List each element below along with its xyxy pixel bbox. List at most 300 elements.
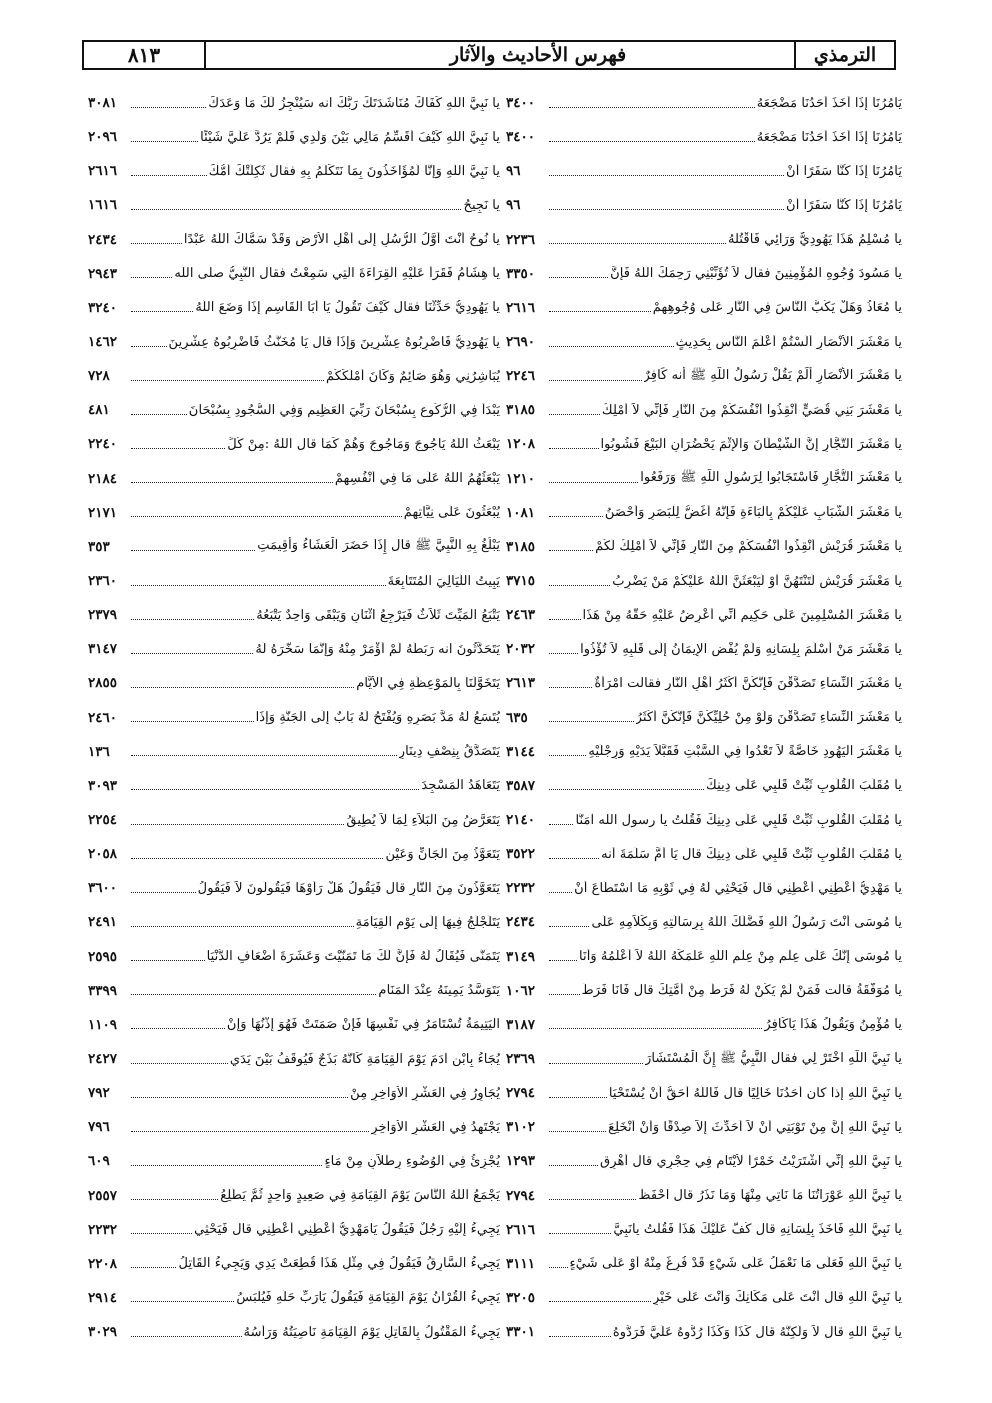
- hadith-text: يا يَهُودِيُّ فَاضْرِبُوهُ عِشْرِينَ وَإِذَا قال يَا مُخَنَّثُ فَاضْرِبُوهُ عِشْرِينَ: [168, 334, 500, 350]
- hadith-text: يَأْمُرُنَا إِذَا كُنَّا سَفَرًا أَنْ: [786, 163, 902, 179]
- hadith-number: ٢٠٩٦: [88, 129, 118, 146]
- hadith-number: ٢٤٦٠: [88, 709, 118, 726]
- dot-leader: [131, 277, 172, 278]
- index-entry: [506, 223, 902, 257]
- hadith-number: ٢٠٥٨: [88, 846, 118, 863]
- hadith-text: يَتَلَجْلَجُ فِيهَا إِلَى يَوْمِ الْقِيَامَةِ: [355, 914, 500, 930]
- hadith-number: ٢٦١٦: [506, 299, 536, 316]
- dot-leader: [549, 653, 578, 654]
- hadith-text: يُبَاشِرُنِي وَهُوَ صَائِمٌ وَكَانَ أَمْلَكَكُمْ: [325, 368, 500, 384]
- dot-leader: [131, 721, 254, 722]
- index-entry: [506, 462, 902, 496]
- dot-leader: [131, 175, 207, 176]
- index-entry: [88, 701, 500, 735]
- hadith-text: يا مَعْشَرَ النِّسَاءِ تَصَدَّقْنَ فَإِنَّكُنَّ أَكْثَرُ أَهْلِ النَّارِ فقالت امْرَأَةٌ: [594, 675, 902, 691]
- hadith-number: ٢٠٣٢: [506, 641, 536, 658]
- index-entry: [506, 325, 902, 359]
- dot-leader: [549, 858, 599, 859]
- dot-leader: [131, 1097, 348, 1098]
- dot-leader: [549, 1301, 651, 1302]
- hadith-number: ٢٢٤٠: [88, 436, 118, 453]
- hadith-number: ١٠٦٢: [506, 982, 536, 999]
- hadith-number: ٢٩٤٣: [88, 265, 118, 282]
- hadith-number: ٢٢٣٢: [506, 880, 536, 897]
- hadith-text: يُجَاءُ بِابْنِ آدَمَ يَوْمَ الْقِيَامَةِ كَأَنَّهُ بَذَجٌ فَيُوقَفُ بَيْنَ يَدَيِ: [229, 1051, 500, 1067]
- hadith-number: ٢٦١٣: [506, 675, 536, 692]
- index-entry: [506, 1213, 902, 1247]
- hadith-text: يا مَعْشَرَ الشَّبَابِ عَلَيْكُمْ بِالْبَاءَةِ فَإِنَّهُ أَغَضُّ لِلْبَصَرِ وَأَحْصَنُ: [604, 505, 902, 521]
- index-entry: [88, 1179, 500, 1213]
- hadith-text: يَتَعَوَّذُونَ مِنَ النَّارِ قال فَيَقُولُ هَلْ رَأَوْهَا فَيَقُولُونَ لاَ فَيَقُولُ: [197, 880, 500, 896]
- index-entry: [506, 701, 902, 735]
- dot-leader: [549, 1165, 598, 1166]
- hadith-number: ٣١٤٧: [88, 641, 118, 658]
- index-entry: [506, 1110, 902, 1144]
- dot-leader: [131, 209, 461, 210]
- hadith-number: ٣١١١: [506, 1255, 536, 1272]
- dot-leader: [131, 448, 225, 449]
- hadith-number: ٢٤٦٣: [506, 607, 536, 624]
- hadith-number: ٣٣٠١: [506, 1324, 536, 1341]
- hadith-number: ٣٢٠٥: [506, 1289, 536, 1306]
- hadith-number: ٢٣٦٠: [88, 573, 118, 590]
- dot-leader: [131, 141, 198, 142]
- hadith-text: يا نَبِيَّ اللَّهِ فَعَلَى مَا نَعْمَلُ عَلَى شَيْءٍ قَدْ فُرِغَ مِنْهُ أَوْ عَلَى شَيْءٍ: [569, 1256, 902, 1272]
- index-entry: [506, 1247, 902, 1281]
- hadith-number: ٢٤٩١: [88, 914, 118, 931]
- hadith-text: يا مُسْلِمُ هَذَا يَهُودِيٌّ وَرَائِي فَاقْتُلْهُ: [727, 232, 902, 248]
- dot-leader: [549, 243, 726, 244]
- index-entry: [506, 1144, 902, 1178]
- header-divider: [794, 42, 796, 68]
- index-entry: [506, 359, 902, 393]
- hadith-text: يا نُوحُ أَنْتَ أَوَّلُ الرُّسُلِ إِلَى أَهْلِ الأَرْضِ وَقَدْ سَمَّاكَ اللَّهُ عَبْدًا: [183, 232, 500, 248]
- hadith-text: يا مَعْشَرَ التُّجَّارِ فَاسْتَجَابُوا لِرَسُولِ اللَّهِ ﷺ وَرَفَعُوا: [640, 470, 902, 486]
- hadith-text: يَأْمُرُنَا إِذَا أَخَذَ أَحَدُنَا مَضْجَعَهُ: [756, 129, 902, 145]
- hadith-text: يَبِيتُ اللَّيَالِيَ الْمُتَتَابِعَةَ: [387, 573, 500, 589]
- hadith-text: يَبْعَثُهُمُ اللَّهُ عَلَى مَا فِي أَنْفُسِهِمْ: [334, 471, 500, 487]
- hadith-text: يَتَعَرَّضُ مِنَ الْبَلاَءِ لِمَا لاَ يُطِيقُ: [346, 812, 500, 828]
- dot-leader: [131, 1233, 192, 1234]
- dot-leader: [131, 1131, 369, 1132]
- hadith-text: يا مُقَلِّبَ الْقُلُوبِ ثَبِّتْ قَلْبِي عَلَى دِينِكَ قال يَا أُمَّ سَلَمَةَ أنه: [601, 846, 902, 862]
- hadith-text: يُبْعَثُونَ عَلَى نِيَّاتِهِمْ: [403, 505, 500, 521]
- dot-leader: [131, 1028, 225, 1029]
- hadith-text: يَتْبَعُ الْمَيِّتَ ثَلاَثٌ فَيَرْجِعُ اثْنَانِ وَيَبْقَى وَاحِدٌ يَتْبَعُهُ: [256, 607, 500, 623]
- hadith-text: يا نَبِيَّ اللَّهِ إذا كان أَحَدُنَا خَالِيًا قال فَاللَّهُ أَحَقُّ أَنْ يُسْتَحْيَا: [608, 1085, 902, 1101]
- index-entry: [506, 496, 902, 530]
- hadith-text: يا مَسُودَ وُجُوهِ الْمُؤْمِنِينَ فقال لاَ تُؤَنِّبْنِي رَحِمَكَ اللَّهُ فَإِنَّ: [610, 266, 902, 282]
- hadith-number: ٢٤٢٧: [88, 1051, 118, 1067]
- dot-leader: [131, 482, 333, 483]
- dot-leader: [549, 550, 593, 551]
- index-entry: [88, 1315, 500, 1349]
- hadith-text: يا مُوَفَّقَةُ قالت فَمَنْ لَمْ يَكُنْ لَهُ فَرَطٌ مِنْ أُمَّتِكَ قال فَأَنَا فَرَطُ: [581, 983, 902, 999]
- index-entry: [506, 1315, 902, 1349]
- hadith-text: يا مُقَلِّبَ الْقُلُوبِ ثَبِّتْ قَلْبِي عَلَى دِينِكَ فَقُلْتُ يا رسول الله آمَنَّا: [575, 812, 902, 828]
- dot-leader: [549, 482, 638, 483]
- hadith-text: يُجْزِئُ فِي الْوُضُوءِ رِطْلاَنِ مِنْ مَاءٍ: [324, 1153, 500, 1169]
- index-entry: [506, 598, 902, 632]
- index-entry: [88, 1110, 500, 1144]
- hadith-text: يا مَعْشَرَ قُرَيْشٍ أَنْقِذُوا أَنْفُسَكُمْ مِنَ النَّارِ فَإِنِّي لاَ أَمْلِكُ لَكُمْ: [595, 539, 902, 555]
- hadith-text: يُجَاوِرُ فِي الْعَشْرِ الأَوَاخِرِ مِنْ: [350, 1085, 500, 1101]
- hadith-number: ٢٥٩٥: [88, 948, 118, 965]
- dot-leader: [549, 1267, 568, 1268]
- hadith-number: ٣١٤٩: [506, 948, 536, 965]
- dot-leader: [131, 892, 196, 893]
- hadith-text: يا مَعْشَرَ الْمُسْلِمِينَ عَلَى حَكِيمٍ أَنِّي أَعْرِضُ عَلَيْهِ حَقَّهُ مِنْ هَذَا: [582, 607, 902, 623]
- dot-leader: [549, 141, 755, 142]
- hadith-number: ١٢١٠: [506, 470, 536, 487]
- hadith-number: ٢٢٣٦: [506, 231, 536, 248]
- index-entry: [88, 1247, 500, 1281]
- hadith-number: ٣١٠٢: [506, 1119, 536, 1136]
- hadith-number: ١١٠٩: [88, 1016, 118, 1033]
- index-entry: [88, 803, 500, 837]
- index-entry: [506, 154, 902, 188]
- index-entry: [88, 905, 500, 939]
- index-entry: [506, 1281, 902, 1315]
- index-entry: [88, 1213, 500, 1247]
- hadith-number: ٣٠٨١: [88, 95, 118, 112]
- hadith-number: ٧٢٨: [88, 368, 110, 385]
- index-entry: [88, 154, 500, 188]
- index-entry: [88, 86, 500, 120]
- hadith-text: يَتَعَاهَدُ الْمَسْجِدَ: [421, 778, 500, 794]
- index-entry: [88, 359, 500, 393]
- dot-leader: [549, 892, 572, 893]
- hadith-number: ٢١٧١: [88, 504, 118, 521]
- index-entry: [88, 1144, 500, 1178]
- index-entry: [506, 1179, 902, 1213]
- hadith-number: ٢١٤٠: [506, 812, 536, 829]
- index-entry: [506, 257, 902, 291]
- hadith-text: يا نَبِيَّ اللَّهِ كَفَاكَ مُنَاشَدَتَكَ رَبَّكَ انه سَيُنْجِزُ لَكَ مَا وَعَدَكَ: [208, 95, 500, 111]
- index-entry: [88, 666, 500, 700]
- dot-leader: [549, 380, 642, 381]
- index-entry: [506, 564, 902, 598]
- hadith-number: ٢٨٥٥: [88, 675, 118, 692]
- hadith-text: يا مَعْشَرَ التُّجَّارِ إِنَّ الشَّيْطَانَ وَالإِثْمَ يَحْضُرَانِ الْبَيْعَ فَشُوبُوا: [600, 436, 902, 452]
- index-entry: [506, 666, 902, 700]
- dot-leader: [131, 516, 402, 517]
- dot-leader: [549, 277, 608, 278]
- hadith-text: يا مَعْشَرَ النِّسَاءِ تَصَدَّقْنَ وَلَوْ مِنْ حُلِيِّكُنَّ فَإِنَّكُنَّ أَكْثَرُ: [635, 710, 902, 726]
- hadith-text: يا مُقَلِّبَ الْقُلُوبِ ثَبِّتْ قَلْبِي عَلَى دِينِكَ: [706, 778, 902, 794]
- hadith-text: يا نَجِيحُ: [463, 197, 500, 213]
- hadith-text: يَجِيءُ الْمَقْتُولُ بِالْقَاتِلِ يَوْمَ الْقِيَامَةِ نَاصِيَتُهُ وَرَأْسُهُ: [243, 1324, 500, 1340]
- dot-leader: [131, 653, 253, 654]
- dot-leader: [131, 960, 205, 961]
- hadith-number: ٩٦: [506, 163, 521, 180]
- hadith-text: يا مَعْشَرَ مَنْ أَسْلَمَ بِلِسَانِهِ وَلَمْ يُفْضِ الإِيمَانُ إِلَى قَلْبِهِ لاَ تُؤْذُوا: [580, 641, 902, 657]
- index-entry: [88, 496, 500, 530]
- index-entry: [506, 1008, 902, 1042]
- index-entry: [506, 871, 902, 905]
- hadith-text: يَتَعَوَّذُ مِنَ الْجَانِّ وَعَيْنِ: [385, 846, 500, 862]
- hadith-text: يَتَخَوَّلُنَا بِالْمَوْعِظَةِ فِي الأَيَّامِ: [356, 675, 500, 691]
- dot-leader: [549, 1028, 762, 1029]
- hadith-number: ٤٨١: [88, 402, 110, 419]
- hadith-text: يا نَبِيَّ اللَّهِ قال لاَ وَلَكِنَّهُ قال كَذَا وَكَذَا رُدُّوهُ عَلَيَّ فَرَدُّوهُ: [612, 1324, 902, 1340]
- dot-leader: [549, 960, 577, 961]
- dot-leader: [549, 789, 704, 790]
- hadith-text: يَأْمُرُنَا إِذَا أَخَذَ أَحَدُنَا مَضْجَعَهُ: [756, 95, 902, 111]
- index-entry: [506, 803, 902, 837]
- index-entry: [506, 393, 902, 427]
- index-entry: [506, 632, 902, 666]
- index-entry: [506, 427, 902, 461]
- index-entry: [506, 1076, 902, 1110]
- index-entry: [506, 291, 902, 325]
- dot-leader: [549, 1131, 606, 1132]
- hadith-number: ٢٢٤٦: [506, 368, 536, 385]
- hadith-number: ١٦١٦: [88, 197, 118, 214]
- hadith-text: يَبْلُغُ بِهِ النَّبِيَّ ﷺ قال إِذَا حَضَرَ الْعَشَاءُ وَأُقِيمَتِ: [257, 538, 500, 554]
- dot-leader: [549, 1063, 643, 1064]
- dot-leader: [131, 1301, 234, 1302]
- book-name: الترمذي: [813, 44, 877, 66]
- dot-leader: [549, 1199, 636, 1200]
- dot-leader: [131, 858, 383, 859]
- dot-leader: [131, 243, 182, 244]
- hadith-number: ١٢٠٨: [506, 436, 536, 453]
- hadith-text: يا مَهْدِيُّ أَعْطِنِي أَعْطِنِي قال فَيَحْثِي لَهُ فِي ثَوْبِهِ مَا اسْتَطَاعَ أَنْ: [574, 880, 902, 896]
- dot-leader: [549, 687, 592, 688]
- hadith-text: الْيَتِيمَةُ تُسْتَأْمَرُ فِي نَفْسِهَا فَإِنْ صَمَتَتْ فَهُوَ إِذْنُهَا وَإِنْ: [226, 1017, 500, 1033]
- dot-leader: [549, 107, 755, 108]
- hadith-text: يَبْعَثُ اللَّهُ يَأْجُوجَ وَمَأْجُوجَ وَهُمْ كَمَا قال اللَّهُ :مِنْ كُلِّ: [227, 436, 500, 452]
- index-entry: [88, 1042, 500, 1076]
- index-entry: [506, 837, 902, 871]
- dot-leader: [131, 311, 193, 312]
- hadith-number: ٢٦١٦: [506, 1221, 536, 1238]
- index-entry: [506, 530, 902, 564]
- hadith-number: ١٢٩٣: [506, 1153, 536, 1170]
- index-entry: [506, 1042, 902, 1076]
- index-entry: [88, 257, 500, 291]
- hadith-number: ٣٥٣: [88, 538, 110, 555]
- index-entry: [506, 188, 902, 222]
- dot-leader: [549, 755, 586, 756]
- hadith-number: ٣٠٢٩: [88, 1324, 118, 1341]
- hadith-text: يَبْدَأُ فِي الرُّكُوعِ بِسُبْحَانَ رَبِّيَ الْعَظِيمِ وَفِي السُّجُودِ بِسُبْحَانَ: [188, 402, 500, 418]
- dot-leader: [131, 1063, 228, 1064]
- dot-leader: [549, 1097, 607, 1098]
- hadith-number: ٣٦٠٠: [88, 880, 118, 897]
- hadith-text: يا مُعَاذُ وَهَلْ يَكُبُّ النَّاسَ فِي النَّارِ عَلَى وُجُوهِهِمْ: [652, 300, 902, 316]
- hadith-number: ٢٧٩٤: [506, 1085, 536, 1102]
- hadith-number: ٣٥٨٧: [506, 777, 536, 794]
- hadith-number: ٢٣٦٩: [506, 1051, 536, 1067]
- hadith-text: يا نَبِيَّ اللَّهِ كَيْفَ أُقَسِّمُ مَالِي بَيْنَ وَلَدِي فَلَمْ يَرُدَّ عَلَيَّ شَيْئًا: [200, 129, 500, 145]
- index-entry: [506, 735, 902, 769]
- hadith-text: يا نَبِيَّ اللَّهِ اخْتَرْ لِي فقال النَّبِيُّ ﷺ إِنَّ الْمُسْتَشَارَ: [645, 1050, 902, 1066]
- dot-leader: [549, 994, 580, 995]
- hadith-number: ٦٠٩: [88, 1153, 110, 1170]
- hadith-number: ٣١٤٤: [506, 743, 536, 760]
- hadith-text: يَتَصَدَّقُ بِنِصْفِ دِينَارٍ: [398, 744, 500, 760]
- hadith-number: ١٤٦٢: [88, 334, 118, 351]
- hadith-number: ٣٥٢٢: [506, 846, 536, 863]
- index-entry: [88, 940, 500, 974]
- index-entry: [88, 1076, 500, 1110]
- index-entry: [88, 462, 500, 496]
- hadith-number: ٢٥٥٧: [88, 1187, 118, 1204]
- dot-leader: [549, 1336, 611, 1337]
- hadith-text: يا هِشَامُ فَقَرَأَ عَلَيْهِ الْقِرَاءَةَ الَّتِي سَمِعْتُ فقال النَّبِيُّ صلى الله: [174, 266, 500, 282]
- dot-leader: [549, 619, 581, 620]
- hadith-number: ٧٩٢: [88, 1085, 110, 1102]
- hadith-number: ٢٩١٤: [88, 1289, 118, 1306]
- hadith-text: يَتَمَنَّى فَيُقَالُ لَهُ فَإِنَّ لَكَ مَا تَمَنَّيْتَ وَعَشَرَةَ أَضْعَافِ الدُّنْيَا: [206, 949, 500, 965]
- index-entry: [88, 564, 500, 598]
- index-entry: [506, 120, 902, 154]
- dot-leader: [131, 789, 419, 790]
- hadith-number: ٧٩٦: [88, 1119, 110, 1136]
- hadith-text: يا مَعْشَرَ الْيَهُودِ خَاصَّةً لاَ تَعْدُوا فِي السَّبْتِ فَقَبَّلاَ يَدَيْهِ وَرِجْلَيْهِ: [588, 744, 902, 760]
- index-column-left: [88, 86, 500, 1349]
- hadith-number: ٢٤٣٤: [506, 914, 536, 931]
- dot-leader: [549, 209, 784, 210]
- dot-leader: [549, 585, 610, 586]
- index-entry: [88, 735, 500, 769]
- hadith-number: ٣٣٥٠: [506, 265, 536, 282]
- index-entry: [88, 120, 500, 154]
- hadith-text: يَجِيءُ إِلَيْهِ رَجُلٌ فَيَقُولُ يَامَهْدِيُّ أَعْطِنِي أَعْطِنِي قال فَيَحْثِي: [194, 1222, 500, 1238]
- dot-leader: [131, 619, 254, 620]
- hadith-number: ٦٣٥: [506, 709, 528, 726]
- index-entry: [88, 1281, 500, 1315]
- hadith-text: يا نَبِيَّ اللَّهِ وَإِنَّا لَمُؤَاخَذُونَ بِمَا نَتَكَلَّمُ بِهِ فقال ثَكِلَتْكَ أُمُّكَ: [208, 163, 500, 179]
- hadith-number: ٣١٨٧: [506, 1016, 536, 1033]
- hadith-number: ٣٢٤٠: [88, 299, 118, 316]
- dot-leader: [549, 311, 651, 312]
- hadith-text: يا نَبِيَّ اللَّهِ عَوْرَاتُنَا مَا نَأْتِي مِنْهَا وَمَا نَذَرُ قال احْفَظْ: [638, 1188, 902, 1204]
- dot-leader: [131, 1267, 176, 1268]
- dot-leader: [549, 721, 634, 722]
- hadith-text: يَتَوَسَّدُ يَمِينَهُ عِنْدَ الْمَنَامِ: [378, 983, 500, 999]
- hadith-text: يَجِيءُ الْقُرْآنُ يَوْمَ الْقِيَامَةِ فَيَقُولُ يَارَبِّ حَلِّهِ فَيُلْبَسُ: [236, 1290, 500, 1306]
- hadith-text: يا مَعْشَرَ قُرَيْشٍ لَتَنْتَهُنَّ أَوْ لَيَبْعَثَنَّ اللَّهُ عَلَيْكُمْ مَنْ يَضْرِبُ: [612, 573, 902, 589]
- hadith-number: ٢٢٣٢: [88, 1221, 118, 1238]
- hadith-text: يا نَبِيَّ اللَّهِ إِنِّي اشْتَرَيْتُ خَمْرًا لأَيْتَامٍ فِي حِجْرِي قال أَهْرِقِ: [600, 1153, 902, 1169]
- dot-leader: [549, 824, 573, 825]
- hadith-text: يَجْتَهِدُ فِي الْعَشْرِ الأَوَاخِرِ: [371, 1119, 500, 1135]
- dot-leader: [131, 414, 187, 415]
- index-entry: [88, 1008, 500, 1042]
- dot-leader: [131, 687, 354, 688]
- index-entry: [506, 974, 902, 1008]
- dot-leader: [131, 346, 167, 347]
- index-entry: [88, 427, 500, 461]
- dot-leader: [131, 994, 376, 995]
- hadith-text: يا مَعْشَرَ الأَنْصَارِ أَلَمْ يَقُلْ رَسُولُ اللَّهِ ﷺ أنه كَافِرٌ: [643, 367, 902, 383]
- index-entry: [88, 837, 500, 871]
- dot-leader: [131, 755, 397, 756]
- dot-leader: [131, 1336, 242, 1337]
- page-title: فهرس الأحاديث والآثار: [449, 44, 627, 66]
- dot-leader: [549, 516, 603, 517]
- dot-leader: [131, 380, 324, 381]
- hadith-text: يا مَعْشَرَ الأَنْصَارِ أَلَسْتُمْ أَعْلَمَ النَّاسِ بِحَدِيثٍ: [675, 334, 902, 350]
- hadith-text: يا نَبِيَّ اللَّهِ إِنَّ مِنْ تَوْبَتِي أَنْ لاَ أُحَدِّثَ إِلاَّ صِدْقًا وَأَنْ أَنْخَلِعَ: [608, 1119, 902, 1135]
- hadith-text: يَتَحَدَّثُونَ انه رَبَطَهُ لَمْ أُؤْمَرْ مِنْهُ وَإِنَّمَا سَخَّرَهُ لَهُ: [255, 641, 500, 657]
- dot-leader: [131, 1165, 322, 1166]
- index-entry: [506, 86, 902, 120]
- dot-leader: [131, 1199, 218, 1200]
- hadith-number: ٢٧٩٤: [506, 1187, 536, 1204]
- index-entry: [88, 530, 500, 564]
- dot-leader: [131, 550, 255, 551]
- hadith-text: يا مَعْشَرَ بَنِي قُصَيٍّ أَنْقِذُوا أَنْفُسَكُمْ مِنَ النَّارِ فَإِنِّي لاَ أَمْلِكُ: [601, 402, 902, 418]
- index-entry: [506, 769, 902, 803]
- dot-leader: [549, 1233, 611, 1234]
- hadith-text: يَجْمَعُ اللَّهُ النَّاسَ يَوْمَ الْقِيَامَةِ فِي صَعِيدٍ وَاحِدٍ ثُمَّ يَطَّلِعُ: [220, 1188, 500, 1204]
- index-entry: [506, 940, 902, 974]
- index-entry: [88, 769, 500, 803]
- index-entry: [506, 905, 902, 939]
- index-entry: [88, 223, 500, 257]
- hadith-number: ١٣٦: [88, 743, 110, 760]
- index-entry: [88, 632, 500, 666]
- dot-leader: [549, 346, 674, 347]
- hadith-text: يا مُوسَى إِنَّكَ عَلَى عِلْمٍ مِنْ عِلْمِ اللَّهِ عَلَّمَكَهُ اللَّهُ لاَ أَعْلَمُهُ وَأَنَا: [579, 949, 902, 965]
- hadith-number: ١٠٨١: [506, 504, 536, 521]
- hadith-number: ٢٦١٦: [88, 163, 118, 180]
- hadith-text: يا نَبِيَّ اللَّهِ قال أَنْتَ عَلَى مَكَانِكَ وَأَنْتَ عَلَى خَيْرٍ: [652, 1290, 902, 1306]
- hadith-number: ٢٦٩٠: [506, 334, 536, 351]
- hadith-number: ٣١٨٥: [506, 402, 536, 419]
- index-entry: [88, 188, 500, 222]
- hadith-text: يا يَهُودِيُّ حَدِّثْنَا فقال كَيْفَ تَقُولُ يَا أَبَا الْقَاسِمِ إِذَا وَضَعَ اللَّهُ: [195, 300, 500, 316]
- hadith-number: ٣٧١٥: [506, 573, 536, 590]
- hadith-number: ٢٢٠٨: [88, 1255, 118, 1272]
- hadith-number: ٣٤٠٠: [506, 129, 536, 146]
- dot-leader: [549, 448, 599, 449]
- hadith-text: يُتَسَعُ لَهُ مَدَّ بَصَرِهِ وَيُفْتَحُ لَهُ بَابٌ إِلَى الْجَنَّةِ وَإِذَا: [255, 710, 500, 726]
- dot-leader: [549, 175, 784, 176]
- hadith-number: ٣٣٩٩: [88, 982, 118, 999]
- hadith-text: يَجِيءُ السَّارِقُ فَيَقُولُ فِي مِثْلِ هَذَا قُطِعَتْ يَدِي وَيَجِيءُ الْقَاتِلُ: [178, 1256, 500, 1272]
- hadith-number: ٢٤٣٤: [88, 231, 118, 248]
- dot-leader: [131, 824, 344, 825]
- dot-leader: [549, 414, 600, 415]
- hadith-text: يا مُؤْمِنُ وَيَقُولُ هَذَا يَاكَافِرُ: [764, 1017, 902, 1033]
- hadith-number: ٩٦: [506, 197, 521, 214]
- hadith-text: يَأْمُرُنَا إِذَا كُنَّا سَفَرًا أَنْ: [786, 197, 902, 213]
- hadith-number: ٢١٨٤: [88, 470, 118, 487]
- hadith-number: ٣٤٠٠: [506, 95, 536, 112]
- dot-leader: [131, 107, 206, 108]
- index-entry: [88, 974, 500, 1008]
- index-entry: [88, 598, 500, 632]
- header-divider: [204, 42, 206, 68]
- hadith-number: ٢٣٧٩: [88, 607, 118, 624]
- dot-leader: [131, 585, 386, 586]
- dot-leader: [549, 926, 589, 927]
- index-column-right: [506, 86, 902, 1349]
- hadith-text: يا نَبِيَّ اللَّهِ فَأَخَذَ بِلِسَانِهِ قال كُفَّ عَلَيْكَ هَذَا فَقُلْتُ يانَبِيَّ: [613, 1222, 902, 1238]
- hadith-text: يا مُوسَى أَنْتَ رَسُولُ اللَّهِ فَضَّلَكَ اللَّهُ بِرِسَالَتِهِ وَبِكَلاَمِهِ عَلَى: [591, 914, 902, 930]
- index-entry: [88, 871, 500, 905]
- hadith-number: ٣٠٩٣: [88, 777, 118, 794]
- hadith-number: ٢٢٥٤: [88, 812, 118, 829]
- index-entry: [88, 325, 500, 359]
- index-entry: [88, 291, 500, 325]
- page-number: ٨١٣: [127, 43, 161, 67]
